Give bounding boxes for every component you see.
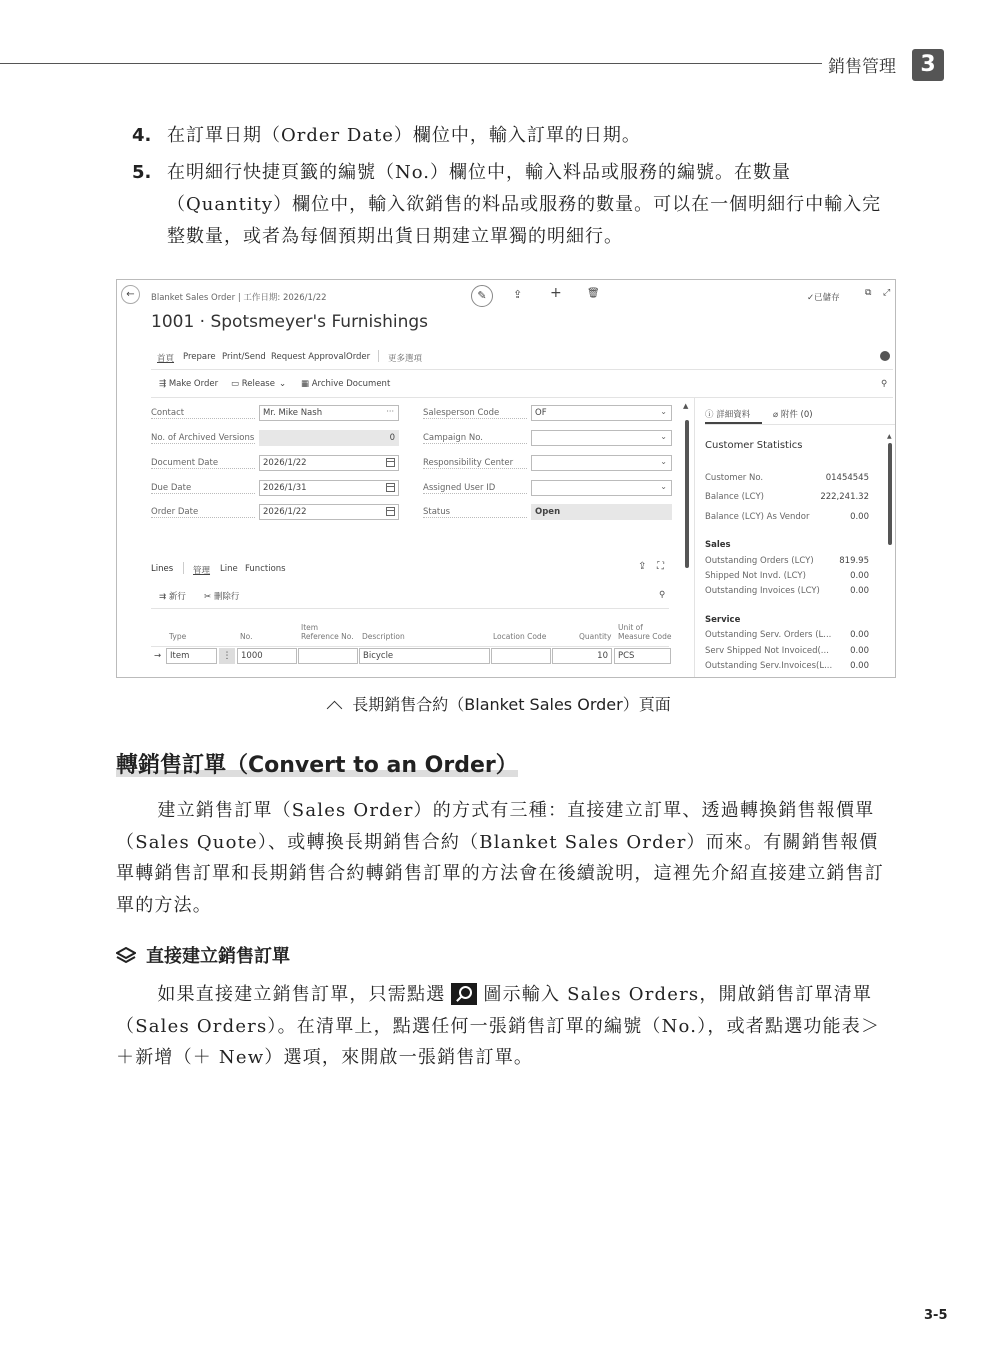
make-order-button[interactable] bbox=[159, 379, 218, 389]
caption-text: 長期銷售合約（Blanket Sales Order）頁面 bbox=[352, 695, 671, 714]
breadcrumb: Blanket Sales Order | 工作日期: 2026/1/22 bbox=[151, 293, 327, 303]
section-paragraph: 建立銷售訂單（Sales Order）的方式有三種：直接建立訂單、透過轉換銷售報價單（Sales Quote）、或轉換長期銷售合約（Blanket Sales Order）而來。有關銷售報價單轉銷售訂單和長期銷售合約轉銷售訂單的方法會在後續說明，這裡先介紹直接建立銷售訂單的方法。 bbox=[116, 800, 884, 916]
action-label: Make Order bbox=[168, 379, 219, 389]
campaign-no-field[interactable] bbox=[531, 430, 672, 446]
factbox-title: Customer Statistics bbox=[705, 440, 803, 451]
chevron-down-icon[interactable]: ⌄ bbox=[660, 482, 667, 491]
running-header-title: 銷售管理 bbox=[828, 57, 896, 77]
field-label-due-date: Due Date bbox=[151, 483, 255, 494]
open-new-window-icon[interactable]: ⧉ bbox=[865, 288, 872, 298]
expand-icon[interactable]: ⤢ bbox=[883, 288, 891, 298]
fact-value-outstanding-orders[interactable]: 819.95 bbox=[839, 556, 869, 566]
check-icon: ✓ bbox=[807, 293, 815, 303]
factbox-scroll-up-arrow-icon[interactable]: ▲ bbox=[887, 433, 892, 440]
fact-label-outstanding-orders: Outstanding Orders (LCY) bbox=[705, 556, 814, 566]
factbox-scrollbar[interactable] bbox=[888, 443, 892, 545]
assigned-user-id-field[interactable] bbox=[531, 480, 672, 496]
line-description-cell[interactable]: Bicycle bbox=[359, 648, 490, 664]
delete-line-icon: ✂ bbox=[204, 592, 214, 602]
action-label: Archive Document bbox=[311, 379, 391, 389]
saved-label: 已儲存 bbox=[814, 293, 840, 303]
divider bbox=[151, 646, 669, 647]
due-date-field[interactable] bbox=[259, 480, 399, 496]
current-row-arrow-icon: → bbox=[154, 651, 162, 661]
page-number: 3-5 bbox=[924, 1308, 948, 1323]
contact-field[interactable] bbox=[259, 405, 399, 421]
field-label-contact: Contact bbox=[151, 408, 255, 419]
archive-icon: ▦ bbox=[301, 379, 312, 389]
menu-divider bbox=[183, 562, 184, 574]
column-header-item-reference-no[interactable]: Item Reference No. bbox=[301, 623, 354, 641]
fact-value-outstanding-invoices[interactable]: 0.00 bbox=[850, 586, 869, 596]
document-date-field[interactable] bbox=[259, 455, 399, 471]
caret-up-icon bbox=[327, 701, 343, 717]
subsection-paragraph bbox=[116, 979, 896, 1074]
release-dropdown-chevron-icon[interactable]: ⌄ bbox=[279, 379, 287, 389]
make-order-icon: ⇶ bbox=[159, 379, 169, 389]
edit-pencil-icon[interactable]: ✎ bbox=[471, 285, 493, 307]
info-circle-icon: ⓘ bbox=[705, 410, 717, 420]
field-label-salesperson-code: Salesperson Code bbox=[423, 408, 527, 419]
subsection-heading bbox=[116, 942, 290, 968]
line-quantity-cell[interactable]: 10 bbox=[552, 648, 612, 664]
info-icon[interactable] bbox=[880, 351, 890, 361]
fact-label-balance: Balance (LCY) bbox=[705, 492, 764, 502]
salesperson-code-value: OF bbox=[535, 408, 547, 418]
page-title: 1001 · Spotsmeyer's Furnishings bbox=[151, 312, 429, 332]
new-line-icon: ⇉ bbox=[159, 592, 169, 602]
fact-label-serv-shipped-not-invoiced: Serv Shipped Not Invoiced(... bbox=[705, 646, 829, 656]
action-label: 刪除行 bbox=[213, 592, 240, 602]
service-group-title: Service bbox=[705, 615, 741, 625]
field-label-campaign-no: Campaign No. bbox=[423, 433, 527, 444]
column-header-unit-of-measure-code[interactable]: Unit of Measure Code bbox=[618, 623, 672, 641]
field-label-responsibility-center: Responsibility Center bbox=[423, 458, 527, 469]
field-label-order-date: Order Date bbox=[151, 507, 255, 518]
line-type-cell[interactable]: Item bbox=[166, 648, 217, 664]
menu-order[interactable]: Order bbox=[346, 352, 371, 362]
layers-icon bbox=[116, 947, 136, 965]
line-location-code-cell[interactable] bbox=[491, 648, 551, 664]
divider bbox=[705, 424, 895, 425]
lines-manage-tab[interactable]: 管理 bbox=[193, 566, 211, 576]
fact-value-serv-shipped-not-invoiced[interactable]: 0.00 bbox=[850, 646, 869, 656]
chevron-down-icon[interactable]: ⌄ bbox=[660, 432, 667, 441]
lines-line-tab[interactable]: Line bbox=[220, 564, 238, 574]
calendar-icon[interactable] bbox=[386, 458, 395, 467]
chapter-badge: 3 bbox=[912, 49, 944, 81]
back-arrow-icon[interactable]: ← bbox=[121, 285, 140, 304]
calendar-icon[interactable] bbox=[386, 483, 395, 492]
step-number: 5. bbox=[132, 162, 152, 183]
salesperson-code-field[interactable] bbox=[531, 405, 672, 421]
divider bbox=[151, 369, 893, 370]
share-icon[interactable]: ⇪ bbox=[513, 288, 523, 301]
figure-caption bbox=[0, 692, 1000, 715]
field-label-status: Status bbox=[423, 507, 527, 518]
paperclip-icon: ⌀ bbox=[773, 410, 781, 420]
responsibility-center-field[interactable] bbox=[531, 455, 672, 471]
factbox-divider bbox=[694, 398, 695, 678]
menu-more-options[interactable]: 更多選項 bbox=[388, 354, 423, 364]
step-number: 4. bbox=[132, 125, 152, 146]
share-icon[interactable]: ⇪ bbox=[638, 561, 647, 572]
delete-trash-icon[interactable]: 🗑 bbox=[587, 288, 600, 299]
saved-status bbox=[807, 291, 840, 303]
order-date-field[interactable] bbox=[259, 504, 399, 520]
fact-label-balance-as-vendor: Balance (LCY) As Vendor bbox=[705, 512, 810, 522]
field-label-assigned-user-id: Assigned User ID bbox=[423, 483, 527, 494]
divider bbox=[151, 397, 893, 398]
chevron-down-icon[interactable]: ⌄ bbox=[660, 407, 667, 416]
menu-divider bbox=[378, 350, 379, 362]
tab-label: 詳細資料 bbox=[716, 410, 751, 420]
more-icon[interactable]: ··· bbox=[386, 407, 394, 416]
document-date-value: 2026/1/22 bbox=[263, 458, 307, 468]
calendar-icon[interactable] bbox=[386, 507, 395, 516]
contact-value: Mr. Mike Nash bbox=[263, 408, 323, 418]
paragraph-text-start: 如果直接建立銷售訂單，只需點選 bbox=[157, 984, 446, 1005]
order-date-value: 2026/1/22 bbox=[263, 507, 307, 517]
pin-icon[interactable]: ⚲ bbox=[659, 590, 666, 600]
menu-prepare[interactable]: Prepare bbox=[183, 352, 216, 362]
details-tab[interactable] bbox=[705, 408, 750, 420]
fact-label-outstanding-invoices: Outstanding Invoices (LCY) bbox=[705, 586, 820, 596]
divider bbox=[151, 608, 669, 609]
field-label-document-date: Document Date bbox=[151, 458, 255, 469]
add-icon[interactable]: + bbox=[550, 285, 562, 301]
row-menu-icon[interactable]: ⋮ bbox=[219, 648, 235, 664]
line-no-cell[interactable]: 1000 bbox=[237, 648, 297, 664]
menu-print-send[interactable]: Print/Send bbox=[222, 352, 266, 362]
fact-value-outstanding-serv-invoices[interactable]: 0.00 bbox=[850, 661, 869, 671]
fact-label-shipped-not-invoiced: Shipped Not Invd. (LCY) bbox=[705, 571, 806, 581]
fact-label-customer-no: Customer No. bbox=[705, 473, 764, 483]
attachments-tab[interactable] bbox=[773, 408, 813, 420]
fact-value-balance-as-vendor[interactable]: 0.00 bbox=[850, 512, 869, 522]
action-label: Release bbox=[241, 379, 275, 389]
column-header-quantity[interactable]: Quantity bbox=[579, 632, 612, 641]
column-header-no[interactable]: No. bbox=[240, 632, 253, 641]
search-icon bbox=[451, 983, 477, 1005]
fact-value-outstanding-serv-orders[interactable]: 0.00 bbox=[850, 630, 869, 640]
column-header-description[interactable]: Description bbox=[362, 632, 405, 641]
section-title: 轉銷售訂單（Convert to an Order） bbox=[116, 753, 518, 778]
subsection-title: 直接建立銷售訂單 bbox=[146, 946, 290, 967]
paragraph-text-rest: 圖示輸入 Sales Orders，開啟銷售訂單清單（Sales Orders）。在清單上，點選任何一張銷售訂單的編號（No.），或者點選功能表＞＋新增（＋ New）選項，來開啟一張銷售訂單。 bbox=[116, 984, 881, 1068]
document-icon: ▭ bbox=[231, 379, 242, 389]
new-line-button[interactable] bbox=[159, 590, 186, 602]
menu-request-approval[interactable]: Request Approval bbox=[271, 352, 346, 362]
due-date-value: 2026/1/31 bbox=[263, 483, 307, 493]
column-header-location-code[interactable]: Location Code bbox=[493, 632, 547, 641]
header-rule bbox=[0, 63, 822, 64]
line-item-reference-cell[interactable] bbox=[298, 648, 358, 664]
lines-functions-tab[interactable]: Functions bbox=[245, 564, 286, 574]
fact-value-customer-no[interactable]: 01454545 bbox=[825, 473, 869, 483]
status-field: Open bbox=[531, 504, 672, 520]
sales-group-title: Sales bbox=[705, 540, 731, 550]
scroll-up-arrow-icon[interactable]: ▲ bbox=[683, 402, 689, 410]
field-label-archived-versions: No. of Archived Versions bbox=[151, 433, 255, 443]
fact-label-outstanding-serv-orders: Outstanding Serv. Orders (L... bbox=[705, 630, 832, 640]
step-text: 在明細行快捷頁籤的編號（No.）欄位中，輸入料品或服務的編號。在數量（Quantity）欄位中，輸入欲銷售的料品或服務的數量。可以在一個明細行中輸入完整數量，或者為每個預期出貨日期建立單獨的明細行。 bbox=[167, 162, 882, 247]
archive-document-button[interactable] bbox=[301, 379, 390, 389]
main-scrollbar[interactable] bbox=[685, 420, 689, 568]
action-label: 新行 bbox=[168, 592, 186, 602]
chevron-down-icon[interactable]: ⌄ bbox=[660, 457, 667, 466]
release-button[interactable] bbox=[231, 379, 275, 389]
menu-home[interactable]: 首頁 bbox=[157, 354, 175, 364]
tab-label: 附件 (0) bbox=[780, 410, 813, 420]
archived-versions-field: 0 bbox=[259, 430, 399, 446]
pin-icon[interactable]: ⚲ bbox=[881, 379, 888, 389]
lines-tab[interactable]: Lines bbox=[151, 564, 174, 574]
fact-label-outstanding-serv-invoices: Outstanding Serv.Invoices(L... bbox=[705, 661, 833, 671]
expand-view-icon[interactable]: ⛶ bbox=[657, 561, 664, 572]
fact-value-shipped-not-invoiced[interactable]: 0.00 bbox=[850, 571, 869, 581]
blanket-sales-order-screenshot bbox=[116, 279, 896, 678]
delete-line-button[interactable] bbox=[204, 590, 239, 602]
line-uom-cell[interactable]: PCS bbox=[614, 648, 671, 664]
step-text: 在訂單日期（Order Date）欄位中，輸入訂單的日期。 bbox=[167, 125, 641, 146]
fact-value-balance[interactable]: 222,241.32 bbox=[820, 492, 869, 502]
column-header-type[interactable]: Type bbox=[169, 632, 187, 641]
